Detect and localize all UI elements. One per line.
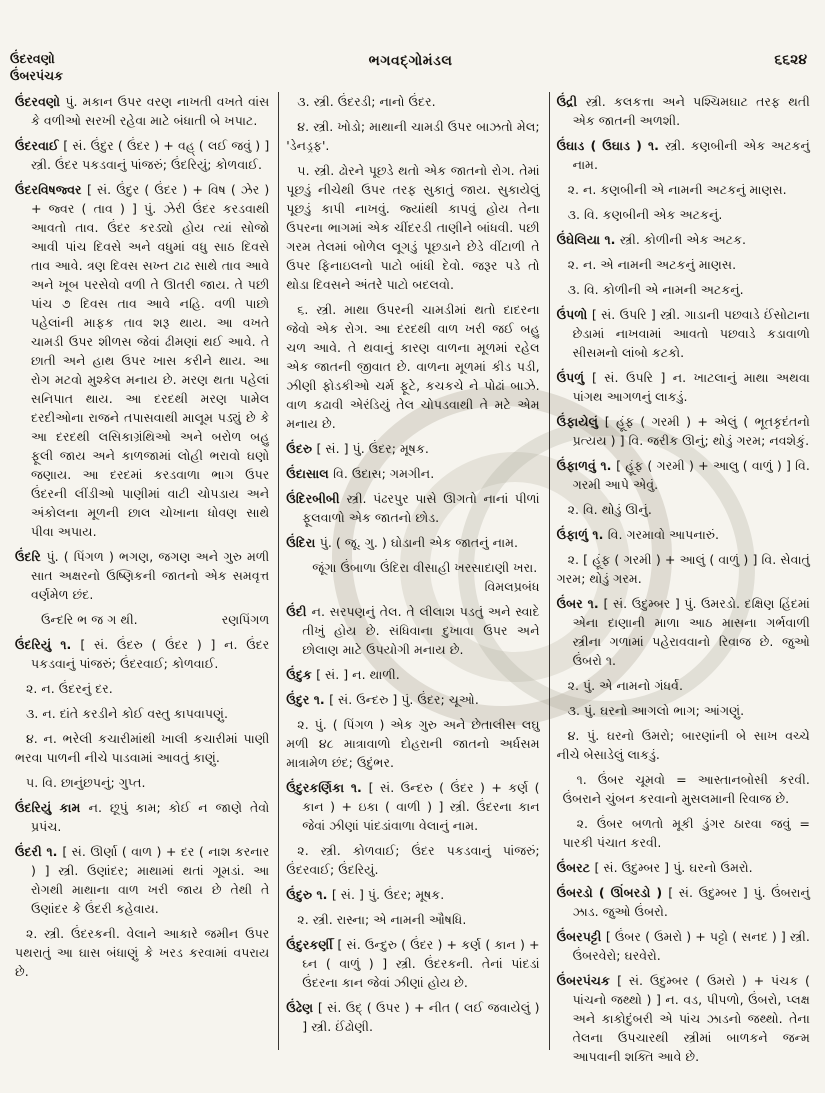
dictionary-entry: ઉંદરી ૧. [ સં. ઊર્ણા ( વાળ ) + દર ( નાશ કરનાર ) ] સ્ત્રી. ઉણાંદર; માથામાં થતાં ગૂમડાં. આ રોગથી માથાના વાળ ખરી જાય છે તેથી તે ઉણાંદર કે ઉંદરી કહેવાય. — [15, 844, 270, 916]
dictionary-entry: ઉંદુક [ સં. ] ન. થાળી. — [286, 667, 400, 682]
verse-source: રણપિંગળ — [221, 612, 270, 627]
headword: ઉંબરપંચક — [556, 973, 618, 988]
sense-item: ૨. સ્ત્રી. રાસ્ના; એ નામની ઔષધિ. — [297, 912, 467, 927]
headword: ઉંદુક — [286, 667, 317, 682]
headword: ઉંદરુ — [286, 441, 317, 456]
headword: ઉંદરિયું કામ — [15, 800, 89, 815]
headword: ઉંદી — [286, 604, 312, 619]
headword: ઉંઘેલિયા ૧. — [556, 232, 620, 247]
dictionary-entry: ઉંદરવિષજ્વર [ સં. ઉંદુર ( ઉંદર ) + વિષ ( ઝેર ) + જ્વર ( તાવ ) ] પું. ઝેરી ઉંદર કરડવાથી આવતો તાવ. ઉંદર કરડ્યો હોય ત્યાં સોજો આવી પાંચ દિવસે અને વધુમાં વધુ સાઠ દિવસે તાવ આવે. ત્રણ દિવસ સખ્ત ટાઢ સાથે તાવ આવે અને ખૂબ પરસેવો વળી તે ઊતરી જાય. તે પછી પાંચ ૭ દિવસ તાવ આવે નહિ. વળી પાછો પહેલાંની માફક તાવ શરૂ થાય. આ વખતે ચામડી ઉપર શીળસ જેવાં ઢીમણાં થઈ આવે. તે છાતી અને હાથ ઉપર ખાસ કરીને થાય. આ રોગ મટવો મુશ્કેલ મનાય છે. મરણ થતા પહેલાં સનિપાત થાય. આ દરદથી મરણ પામેલ દરદીઓના રાજને તપાસવાથી માલૂમ પડ્યું છે કે આ દરદથી લસિકાગ્રંથિઓ અને બરોળ બહુ ફૂલી જાય અને કાળજામાં લોહી ભરાવો ઘણો જણાય. આ દરદમાં કરડવાળા ભાગ ઉપર ઉંદરની લીંડીઓ પાણીમાં વાટી ચોપડાય અને અંકોલના મૂળની છાલ ચોખાના ધોવણ સાથે પીવા અપાય. — [15, 182, 270, 539]
headword: ઉંદરિયું ૧. — [15, 637, 81, 652]
sense-item: ૨. [ હૂંફ ( ગરમી ) + આલું ( વાળું ) ] વિ. સેવાતું ગરમ; થોડું ગરમ. — [556, 552, 810, 586]
idiom-item: ૨. ઉંબર બળતો મૂકી ડુંગર ઠારવા જવું = પારકી પંચાત કરવી. — [562, 816, 810, 850]
dictionary-entry: ઉંઘાડ ( ઉઘાડ ) ૧. સ્ત્રી. કણબીની એક અટકનું નામ. — [556, 138, 810, 172]
dictionary-entry: ઉંપળો [ સં. ઉપરિ ] સ્ત્રી. ગાડાની પછવાડે ઈંસોટાના છેડામાં નાખવામાં આવતો પછવાડે કડાવાળો સીસમનો લાંબો કટકો. — [556, 307, 810, 360]
headword: ઉંદરવિષજ્વર — [15, 182, 87, 197]
headword: ઉંદુરકર્ણિકા ૧. — [286, 780, 369, 795]
dictionary-entry: ઉંબરપંચક [ સં. ઉદુમ્બર ( ઉમરો ) + પંચક ( પાંચનો જથ્થો ) ] ન. વડ, પીપળો, ઉંબરો, પ્લક્ષ અને કાકોદુંબરી એ પાંચ ઝાડનો જથ્થો. તેના તેલના ઉપચારથી સ્ત્રીમાં બાળકને જન્મ આપવાની શક્તિ આવે છે. — [556, 973, 810, 1064]
dictionary-entry: ઉંબર ૧. [ સં. ઉદુમ્બર ] પું. ઉમરડો. દક્ષિણ હિંદમાં એના દાણાની માળા આઠ માસના ગર્ભવાળી સ્ત્રીના ગળામાં પહેરાવવાનો રિવાજ છે. જુઓ ઉંબરો ૧. — [556, 596, 810, 668]
dictionary-entry: ઉંદરુ [ સં. ] પું. ઉંદર; મૂષક. — [286, 441, 429, 456]
sense-item: ૨. સ્ત્રી. ઉંદરકની. વેલાને આકારે જમીન ઉપર પથરાતું આ ઘાસ બંધાણું કે ખરડ કરવામાં વપરાય છે. — [15, 926, 270, 979]
headword: ઉંઢેણ — [286, 1000, 318, 1015]
dictionary-entry: ઉંદુરકર્ણિકા ૧. [ સં. ઉન્દરુ ( ઉંદર ) + કર્ણ ( કાન ) + ઇકા ( વાળી ) ] સ્ત્રી. ઉંદરના કાન જેવાં ઝીણાં પાંદડાંવાળા વેલાનું નામ. — [286, 780, 540, 833]
sense-item: ૨. ન. ઉંદરનું દર. — [26, 681, 113, 696]
sense-item: ૨. પું. એ નામનો ગંધર્વ. — [567, 678, 683, 693]
sense-item: ૩. સ્ત્રી. ઉંદરડી; નાનો ઉંદર. — [297, 94, 436, 109]
sense-item: ૪. સ્ત્રી. ખોડો; માથાની ચામડી ઉપર બાઝતો મેલ; 'ડેનડ્રફ'. — [286, 119, 540, 153]
dictionary-column-3 — [549, 92, 819, 1064]
headword: ઉંદુરુ ૧. — [286, 887, 332, 902]
headword: ઉંદરિ — [15, 549, 47, 564]
dictionary-entry: ઉંદ્રી સ્ત્રી. કલકત્તા અને પશ્ચિમઘાટ તરફ થતી એક જાતની અળશી. — [556, 94, 810, 128]
sense-item: ૫. સ્ત્રી. ઢોરને પૂછડે થતો એક જાતનો રોગ. તેમાં પૂછડું નીચેથી ઉપર તરફ સુકાતું જાય. સુકાયેલું પૂછડું કાપી નાખવું. જ્યાંથી કાપવું હોય તેના ઉપરના ભાગમાં એક ચીંદરડી તાણીને બાંધવી. પછી ગરમ તેલમાં બોળેલ લૂગડું પૂછડાને છેડે વીંટાળી તે ઉપર ફિનાઇલનો પાટો બાંધી દેવો. જરૂર પડે તો થોડા દિવસને અંતરે પાટો બદલવો. — [286, 163, 540, 292]
dictionary-entry: ઉંદરિયું ૧. [ સં. ઉંદરુ ( ઉંદર ) ] ન. ઉંદર પકડવાનું પાંજરું; ઉંદરવાઈ; કોળવાઈ. — [15, 637, 270, 671]
verse-source: વિમલપ્રબંધ — [484, 579, 540, 594]
dictionary-entry: ઉંદાસાલ વિ. ઉદાસ; ગમગીન. — [286, 466, 435, 481]
sense-item: ૪. ન. ભરેલી કચારીમાંથી ખાલી કચારીમાં પાણી ભરવા પાળની નીચે પાડવામાં આવતું કાણું. — [15, 731, 270, 765]
page-number: ૬૬૨૪ — [774, 52, 807, 68]
dictionary-entry: ઉંપળું [ સં. ઉપરિ ] ન. ખાટલાનું માથા અથવા પાંગથ આગળનું લાકડું. — [556, 370, 810, 404]
dictionary-entry: ઉંઢેણ [ સં. ઉદ્ ( ઉપર ) + નીત ( લઈ જવાયેલું ) ] સ્ત્રી. ઈંઢોણી. — [286, 1000, 540, 1034]
sense-item: ૫. વિ. છાનુંછપનું; ગુપ્ત. — [26, 775, 146, 790]
dictionary-entry: ઉંદુરુ ૧. [ સં. ] પું. ઉંદર; મૂષક. — [286, 887, 445, 902]
headword: ઉંબર ૧. — [556, 596, 604, 611]
guide-word-top: ઉંદરવણો — [10, 51, 55, 66]
headword: ઉંબરપટ્ટી — [556, 929, 606, 944]
sense-item: ૩. વિ. કોળીની એ નામની અટકનું. — [567, 282, 744, 297]
sense-item: ૨. સ્ત્રી. કોળવાઈ; ઉંદર પકડવાનું પાંજરું; ઉંદરવાઈ; ઉંદરિયું. — [286, 843, 540, 877]
dictionary-entry: ઉંદરિયું કામ ન. છૂપું કામ; કોઈ ન જાણે તેવો પ્રપંચ. — [15, 800, 270, 834]
sense-item: ૨. પું. ( પિંગળ ) એક ગુરુ અને છેતાલીસ લઘુ મળી ૪૮ માત્રાવાળો દોહરાની જાતનો અર્ધસમ માત્રામેળ છંદ; ઉદુંભર. — [286, 717, 540, 770]
headword: ઉંબરટ — [556, 860, 595, 875]
sense-item: ૩. પું. ઘરનો આગલો ભાગ; આંગણું. — [567, 703, 745, 718]
headword: ઉંદુર ૧. — [286, 692, 330, 707]
sense-item: ૩. ન. દાંતે કરડીને કોઈ વસ્તુ કાપવાપણું. — [26, 706, 229, 721]
dictionary-entry: ઉંદરવાઈ [ સં. ઉંદુર ( ઉંદર ) + વહ્ ( લઈ જવું ) ] સ્ત્રી. ઉંદર પકડવાનું પાંજરું; ઉંદરિયું; કોળવાઈ. — [15, 138, 270, 172]
sense-item: ૬. સ્ત્રી. માથા ઉપરની ચામડીમાં થતો દાદરના જેવો એક રોગ. આ દરદથી વાળ ખરી જઈ બહુ ચળ આવે. તે થવાનું કારણ વાળના મૂળમાં રહેલ એક જાતની જીવાત છે. વાળના મૂળમાં કીડ પડી, ઝીણી ફોડકીઓ ચર્મ ફૂટે, કચકચે ને પોઢાં બાઝે. વાળ કઢાવી એરંડિયું તેલ ચોપડવાથી તે મટે એમ મનાય છે. — [286, 302, 540, 431]
sense-item: ૨. ન. એ નામની અટકનું માણસ. — [567, 257, 737, 272]
columns-container — [8, 92, 819, 1064]
headword: ઉંફાળું ૧. — [556, 527, 608, 542]
sense-item: ૩. વિ. કણબીની એક અટકનું. — [567, 207, 723, 222]
headword: ઉંઘાડ ( ઉઘાડ ) ૧. — [556, 138, 666, 153]
dictionary-entry: ઉંફાળું ૧. વિ. ગરમાવો આપનારું. — [556, 527, 720, 542]
headword: ઉંદિરા — [286, 535, 320, 550]
guide-word-bottom: ઉંબરપંચક — [10, 68, 63, 83]
headword: ઉંદિરબીબી — [286, 491, 347, 506]
headword: ઉંદરી ૧. — [15, 844, 63, 859]
dictionary-entry: ઉંબરપટ્ટી [ ઉંબર ( ઉમરો ) + પટ્ટો ( સનદ ) ] સ્ત્રી. ઉંબરવેરો; ઘરવેરો. — [556, 929, 810, 963]
headword: ઉંદાસાલ — [286, 466, 334, 481]
headword: ઉંફાળવું ૧. — [556, 458, 617, 473]
headword: ઉંદરવાઈ — [15, 138, 64, 153]
headword: ઉંફાયેલું — [556, 414, 605, 429]
dictionary-entry: ઉંદરવણો પું. મકાન ઉપર વરણ નાખતી વખતે વાંસ કે વળીઓ સરખી રહેવા માટે બંધાતી બે ખપાટ. — [15, 94, 270, 128]
headword: ઉંબરડો ( ઊંબરડો ) — [556, 885, 669, 900]
verse-citation: જૂંગા ઉંબાળા ઉંદિરા વીસાહી ખરસાદાણી ખરા. વિમલપ્રબંધ — [312, 560, 540, 594]
page-title: ભગવદ્ગોમંડલ — [368, 53, 453, 69]
dictionary-column-1 — [8, 92, 278, 1050]
headword: ઉંદ્રી — [556, 94, 586, 109]
headword: ઉંપળું — [556, 370, 592, 385]
dictionary-entry: ઉંદી ન. સરપણનું તેલ. તે લીલાશ પડતું અને સ્વાદે તીખું હોય છે. સંધિવાના દુખાવા ઉપર અને છોલાણ માટે ઉપયોગી મનાય છે. — [286, 604, 540, 657]
dictionary-entry: ઉંદરિ પું. ( પિંગળ ) ભગણ, જગણ અને ગુરુ મળી સાત અક્ષરનો ઉષ્ણિકની જાતનો એક સમવૃત્ત વર્ણમેળ છંદ. — [15, 549, 270, 602]
dictionary-entry: ઉંફાયેલું [ હૂંફ ( ગરમી ) + એલું ( ભૂતકૃદંતનો પ્રત્યય ) ] વિ. જરીક ઊનું; થોડું ગરમ; નવશેકું. — [556, 414, 810, 448]
idiom-item: ૧. ઉંબર ચૂમવો = આસ્તાનબોસી કરવી. ઉંબરાને ચુંબન કરવાનો મુસલમાની રિવાજ છે. — [562, 772, 810, 806]
dictionary-entry: ઉંદિરબીબી સ્ત્રી. પંઢરપુર પાસે ઊગતો નાનાં પીળાં ફૂલવાળો એક જાતનો છોડ. — [286, 491, 540, 525]
dictionary-entry: ઉંદુરકર્ણી [ સં. ઉન્દુરુ ( ઉંદર ) + કર્ણ ( કાન ) + ઘ્ન ( વાળું ) ] સ્ત્રી. ઉંદરકની. તેનાં પાંદડાં ઉંદરના કાન જેવાં ઝીણાં હોય છે. — [286, 937, 540, 990]
dictionary-entry: ઉંફાળવું ૧. [ હૂંફ ( ગરમી ) + આલુ ( વાળું ) ] વિ. ગરમી આપે એવું. — [556, 458, 810, 492]
sense-item: ૨. વિ. થોડું ઊનું. — [567, 502, 652, 517]
dictionary-entry: ઉંદુર ૧. [ સં. ઉન્દરુ ] પું. ઉંદર; ચૂઓ. — [286, 692, 479, 707]
dictionary-entry: ઉંદિરા પું. ( જૂ. ગુ. ) ઘોડાની એક જાતનું નામ. — [286, 535, 519, 550]
sense-item: ૪. પું. ઘરનો ઉમરો; બારણાંની બે સાખ વચ્ચે નીચે બેસાડેલું લાકડું. — [556, 728, 810, 762]
page-header — [10, 50, 811, 88]
headword: ઉંપળો — [556, 307, 592, 322]
headword: ઉંદરવણો — [15, 94, 66, 109]
verse-citation: ઉન્દરિ ભ જ ગ થી. રણપિંગળ — [41, 612, 270, 627]
dictionary-entry: ઉંબરડો ( ઊંબરડો ) [ સં. ઉદુમ્બર ] પું. ઉંબરાનું ઝાડ. જુઓ ઉંબરો. — [556, 885, 810, 919]
dictionary-entry: ઉંઘેલિયા ૧. સ્ત્રી. કોળીની એક અટક. — [556, 232, 746, 247]
dictionary-column-2 — [278, 92, 548, 1050]
headword: ઉંદુરકર્ણી — [286, 937, 338, 952]
sense-item: ૨. ન. કણબીની એ નામની અટકનું માણસ. — [567, 182, 787, 197]
dictionary-entry: ઉંબરટ [ સં. ઉદુમ્બર ] પું. ઘરનો ઉમરો. — [556, 860, 753, 875]
